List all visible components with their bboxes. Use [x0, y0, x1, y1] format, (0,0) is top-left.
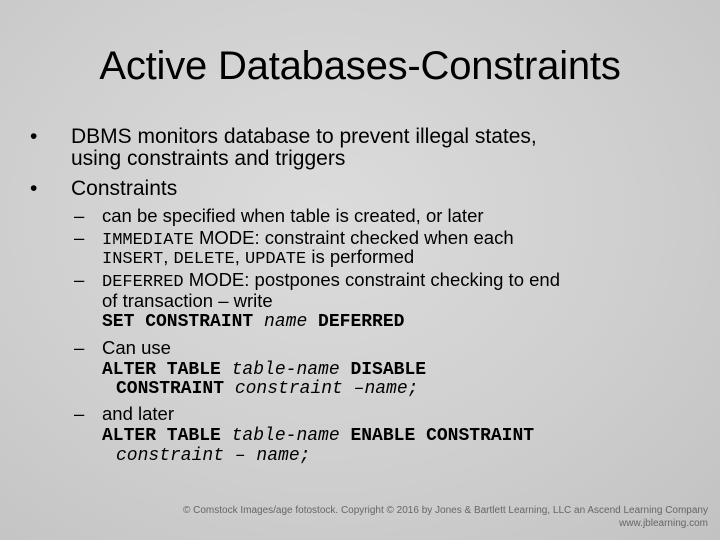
sub-item-1: can be specified when table is created, or later: [102, 205, 484, 226]
sub-item-2-text-2: is performed: [306, 246, 415, 267]
code-set-constraint: [102, 312, 404, 332]
sub-item-3-text: MODE: postpones constraint checking to end: [183, 269, 560, 290]
sub-item-2-line-2: [102, 246, 414, 270]
keyword: SET CONSTRAINT: [102, 312, 254, 332]
placeholder: constraint –name;: [224, 379, 419, 399]
sub-item-4: Can use: [102, 337, 171, 358]
code-delete: DELETE: [173, 250, 235, 269]
dash-marker: –: [74, 403, 85, 424]
keyword: DISABLE: [350, 360, 427, 380]
keyword: CONSTRAINT: [116, 379, 225, 399]
code-immediate: IMMEDIATE: [102, 231, 194, 250]
code-insert: INSERT: [102, 250, 164, 269]
bullet-2: Constraints: [71, 177, 178, 200]
bullet-marker: •: [30, 125, 38, 148]
code-deferred: DEFERRED: [102, 273, 184, 292]
placeholder: table-name: [220, 360, 351, 380]
placeholder: table-name: [220, 426, 351, 446]
dash-marker: –: [74, 205, 85, 226]
bullet-1-line-1: DBMS monitors database to prevent illegal states,: [71, 125, 537, 148]
keyword: ALTER TABLE: [102, 360, 221, 380]
sub-item-2-text: MODE: constraint checked when each: [193, 227, 514, 248]
code-alter-disable: [102, 360, 426, 380]
code-update: UPDATE: [245, 250, 307, 269]
copyright-line: © Comstock Images/age fotostock. Copyright © 2016 by Jones & Bartlett Learning, LLC an Ascend Learning Company: [182, 505, 708, 516]
code-alter-disable-2: [116, 379, 418, 399]
separator: ,: [163, 246, 174, 267]
keyword: ENABLE CONSTRAINT: [350, 426, 535, 446]
slide-title: Active Databases-Constraints: [99, 44, 621, 88]
bullet-1-line-2: using constraints and triggers: [71, 147, 346, 170]
dash-marker: –: [74, 227, 85, 248]
sub-item-5: and later: [102, 403, 174, 424]
website-line: www.jblearning.com: [619, 518, 708, 529]
keyword: ALTER TABLE: [102, 426, 221, 446]
dash-marker: –: [74, 269, 85, 290]
code-alter-enable: [102, 426, 534, 446]
keyword: DEFERRED: [318, 312, 405, 332]
placeholder: name: [253, 312, 319, 332]
bullet-marker: •: [30, 177, 38, 200]
dash-marker: –: [74, 337, 85, 358]
code-alter-enable-2: constraint – name;: [116, 446, 311, 466]
sub-item-3-line-2: of transaction – write: [102, 290, 273, 311]
separator: ,: [234, 246, 245, 267]
